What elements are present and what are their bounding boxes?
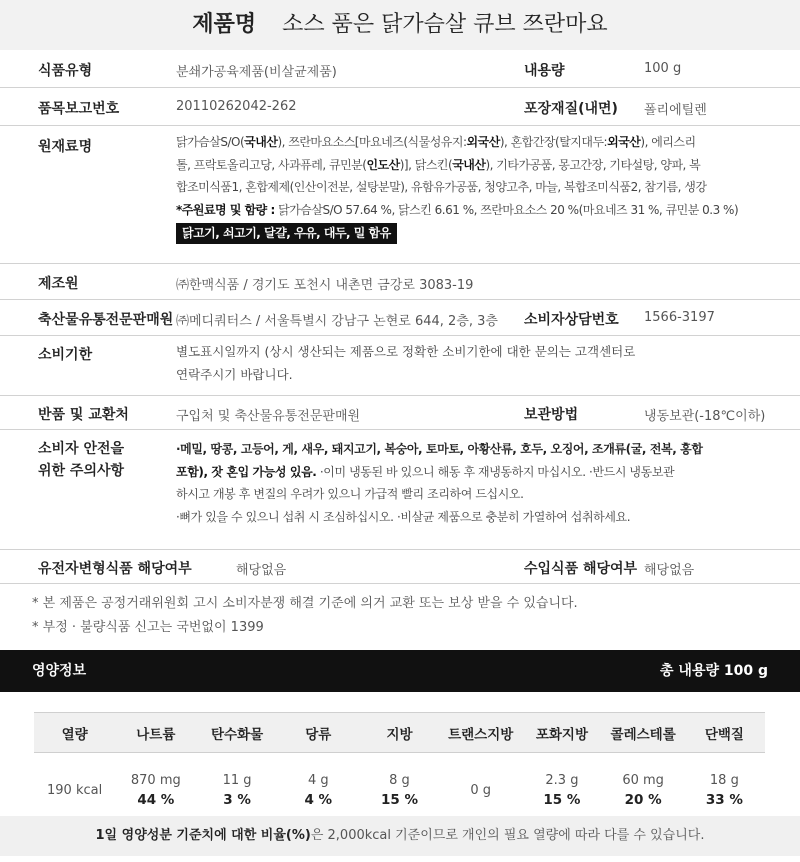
nutrient-header: 열량 [34, 713, 115, 753]
gmo-label: 유전자변형식품 해당여부 [38, 561, 192, 577]
ingredients-line2-c: )], 닭스킨( [399, 157, 453, 172]
nutrient-header: 포화지방 [521, 713, 602, 753]
nutrient-header: 단백질 [684, 713, 765, 753]
nutrient-amount: 190 kcal [47, 783, 103, 798]
origin-domestic: 국내산 [452, 157, 486, 172]
nutrient-percent: 15 % [543, 792, 581, 808]
nutrient-amount: 2.3 g [545, 773, 579, 788]
allergen-badge: 닭고기, 쇠고기, 달걀, 우유, 대두, 밀 함유 [176, 223, 397, 244]
ingredients-line1-g: ), 에리스리 [640, 135, 696, 149]
consult-label: 소비자상담번호 [524, 312, 619, 328]
ingredients-label: 원재료명 [38, 139, 93, 155]
nutrition-header-row [34, 713, 765, 753]
product-name: 소스 품은 닭가슴살 큐브 쯔란마요 [282, 12, 608, 37]
nutrient-header: 콜레스테롤 [603, 713, 684, 753]
nutrient-header: 탄수화물 [196, 713, 277, 753]
return-value: 구입처 및 축산물유통전문판매원 [176, 409, 361, 424]
nutrient-percent: 3 % [223, 792, 251, 808]
report-number-label: 품목보고번호 [38, 101, 120, 117]
nutrient-amount: 18 g [709, 773, 739, 788]
consult-value: 1566-3197 [644, 310, 715, 325]
ingredients-line1-c: ), 쯔란마요소스[마요네즈(식물성유지: [277, 135, 467, 149]
main-ingredients-content: 닭가슴살S/O 57.64 %, 닭스킨 6.61 %, 쯔란마요소스 20 %(마요네즈 31 %, 큐민분 0.3 %) [274, 202, 739, 217]
main-ingredients-label: *주원료명 및 함량 : [176, 202, 275, 217]
origin-india: 인도산 [366, 157, 400, 172]
nutrient-amount: 60 mg [622, 773, 664, 788]
nutrient-header: 지방 [359, 713, 440, 753]
row-caution [0, 430, 800, 550]
nutrition-total: 총 내용량 100 g [660, 663, 768, 679]
expiry-line1: 별도표시일까지 (상시 생산되는 제품으로 정확한 소비기한에 대한 문의는 고객센터로 [176, 344, 636, 359]
ingredients-line1-a: 닭가슴살S/O( [176, 135, 245, 149]
nutrient-amount: 870 mg [130, 773, 181, 788]
ingredients-line2-e: ), 기타가공품, 몽고간장, 기타설탕, 양파, 복 [485, 157, 701, 172]
footnote-bold: 1일 영양성분 기준치에 대한 비율(%) [95, 828, 311, 843]
product-title-bar [0, 0, 800, 50]
nutrient-amount: 8 g [389, 773, 410, 788]
note-report: * 부정 · 불량식품 신고는 국번없이 1399 [32, 620, 264, 635]
volume-label: 내용량 [524, 63, 565, 79]
caution-line2-bold: 포함), 잣 혼입 가능성 있음. [176, 464, 317, 479]
row-report-number [0, 88, 800, 126]
caution-text [176, 438, 786, 528]
gmo-value: 해당없음 [236, 563, 287, 578]
storage-value: 냉동보관(-18℃이하) [644, 409, 766, 424]
caution-line3: 하시고 개봉 후 변질의 우려가 있으니 가급적 빨리 조리하여 드십시오. [176, 487, 524, 501]
nutrition-header-bar [0, 650, 800, 692]
row-return [0, 396, 800, 430]
nutrient-percent: 4 % [304, 792, 333, 808]
row-ingredients [0, 126, 800, 264]
note-exchange: * 본 제품은 공정거래위원회 고시 소비자분쟁 해결 기준에 의거 교환 또는 보상 받을 수 있습니다. [32, 596, 578, 611]
row-food-type [0, 50, 800, 88]
origin-foreign: 외국산 [466, 135, 500, 149]
caution-line4: ·뼈가 있을 수 있으니 섭취 시 조심하십시오. ·비살균 제품으로 충분히 가열하여 섭취하세요. [176, 509, 631, 524]
caution-line2-rest: ·이미 냉동된 바 있으니 해동 후 재냉동하지 마십시오. ·반드시 냉동보관 [316, 464, 675, 479]
origin-domestic: 국내산 [244, 135, 278, 149]
food-type-label: 식품유형 [38, 63, 93, 79]
nutrient-header: 트랜스지방 [440, 713, 521, 753]
manufacturer-label: 제조원 [38, 276, 79, 292]
caution-line1: ·메밀, 땅콩, 고등어, 게, 새우, 돼지고기, 복숭아, 토마토, 아황산류, 호두, 오징어, 조개류(굴, 전복, 홍합 [176, 442, 703, 456]
expiry-text [176, 341, 786, 386]
return-label: 반품 및 교환처 [38, 407, 129, 423]
row-manufacturer [0, 264, 800, 300]
volume-value: 100 g [644, 61, 682, 76]
row-gmo [0, 550, 800, 584]
packaging-label: 포장재질(내면) [524, 101, 618, 117]
packaging-value: 폴리에틸렌 [644, 103, 707, 118]
imported-value: 해당없음 [644, 563, 695, 578]
seller-label: 축산물유통전문판매원 [38, 312, 174, 328]
product-name-label: 제품명 [192, 12, 257, 37]
caution-label-line2: 위한 주의사항 [38, 463, 125, 479]
nutrient-percent: 20 % [624, 792, 662, 808]
caution-label [38, 438, 124, 482]
ingredients-line3: 합조미식품1, 혼합제제(인산이전분, 설탕분말), 유함유가공품, 청양고추, 마늘, 복합조미식품2, 참기름, 생강 [176, 180, 707, 194]
report-number-value: 20110262042-262 [176, 99, 297, 114]
nutrient-header: 나트륨 [115, 713, 196, 753]
storage-label: 보관방법 [524, 407, 579, 423]
footnote-rest: 은 2,000kcal 기준이므로 개인의 필요 열량에 따라 다를 수 있습니다. [310, 828, 705, 843]
nutrient-percent: 44 % [137, 792, 175, 808]
origin-foreign: 외국산 [607, 135, 641, 149]
nutrient-percent: 33 % [705, 792, 743, 808]
nutrition-table [34, 712, 765, 829]
row-expiry [0, 336, 800, 396]
ingredients-line2-a: 톨, 프락토올리고당, 사과퓨레, 큐민분( [176, 157, 367, 172]
notes [32, 592, 578, 640]
nutrition-title: 영양정보 [32, 663, 87, 679]
seller-value: ㈜메디쿼터스 / 서울특별시 강남구 논현로 644, 2층, 3층 [176, 314, 498, 329]
caution-label-line1: 소비자 안전을 [38, 441, 125, 457]
imported-label: 수입식품 해당여부 [524, 561, 638, 577]
expiry-label: 소비기한 [38, 347, 93, 363]
manufacturer-value: ㈜한맥식품 / 경기도 포천시 내촌면 금강로 3083-19 [176, 278, 474, 293]
ingredients-line1-e: ), 혼합간장(탈지대두: [499, 135, 608, 149]
nutrient-amount: 11 g [222, 773, 252, 788]
nutrient-amount: 4 g [307, 773, 329, 788]
expiry-line2: 연락주시기 바랍니다. [176, 366, 293, 382]
row-seller [0, 300, 800, 336]
nutrient-header: 당류 [278, 713, 359, 753]
daily-value-footnote [0, 816, 800, 856]
food-type-value: 분쇄가공육제품(비살균제품) [176, 65, 337, 80]
nutrient-amount: 0 g [470, 783, 492, 798]
nutrient-percent: 15 % [380, 792, 418, 808]
ingredients-text [176, 131, 786, 245]
